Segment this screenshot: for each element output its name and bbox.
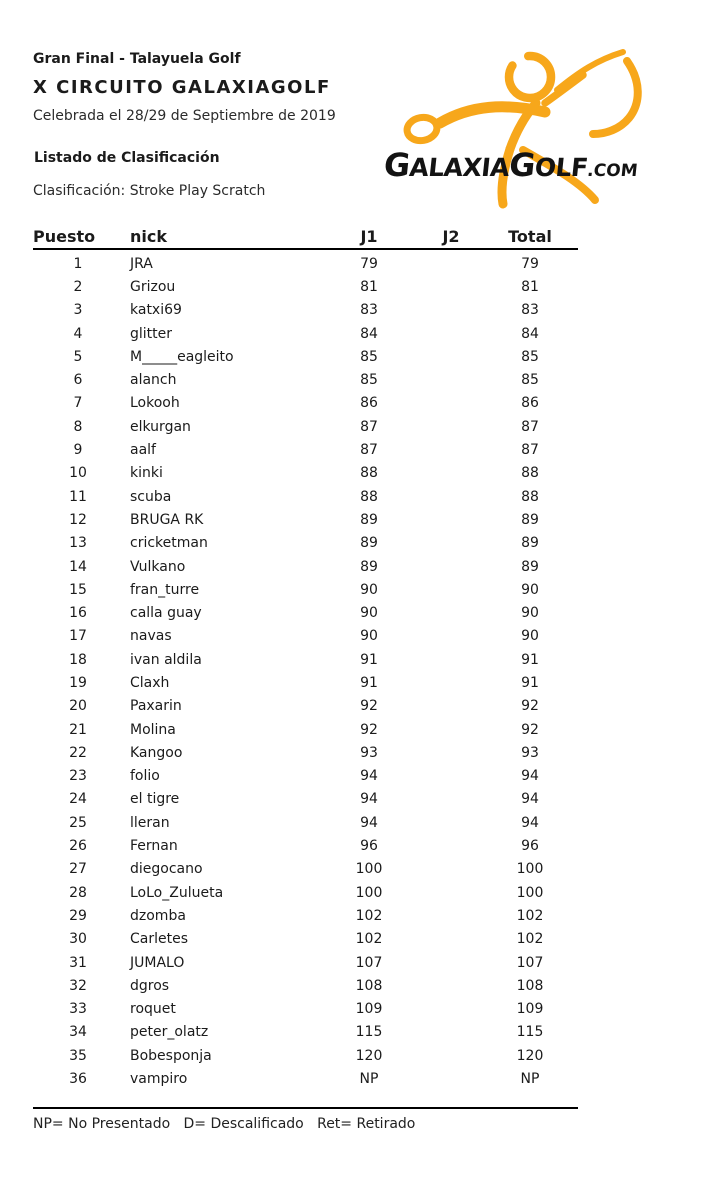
cell-j1: 79 xyxy=(360,255,378,272)
cell-puesto: 15 xyxy=(69,581,87,598)
cell-total: 83 xyxy=(521,302,539,319)
cell-j1: 90 xyxy=(360,581,378,598)
cell-total: 88 xyxy=(521,488,539,505)
table-row xyxy=(33,788,578,811)
cell-total: 108 xyxy=(516,977,544,994)
table-row xyxy=(33,904,578,927)
cell-puesto: 24 xyxy=(69,791,87,808)
cell-puesto: 13 xyxy=(69,535,87,552)
cell-nick: dzomba xyxy=(130,907,186,924)
cell-j1: 87 xyxy=(360,442,378,459)
cell-total: 92 xyxy=(521,698,539,715)
logo-part1: ALAXIA xyxy=(407,153,511,182)
table-row xyxy=(33,811,578,834)
table-row xyxy=(33,1021,578,1044)
table-row xyxy=(33,1067,578,1090)
cell-nick: Lokooh xyxy=(130,395,180,412)
cell-j1: 100 xyxy=(355,861,383,878)
cell-nick: LoLo_Zulueta xyxy=(130,884,224,901)
cell-total: 89 xyxy=(521,535,539,552)
cell-nick: JUMALO xyxy=(130,954,185,971)
table-row xyxy=(33,508,578,531)
cell-nick: Paxarin xyxy=(130,698,182,715)
cell-total: 91 xyxy=(521,674,539,691)
table-row xyxy=(33,299,578,322)
cell-puesto: 3 xyxy=(73,302,83,319)
cell-nick: JRA xyxy=(130,255,153,272)
table-row xyxy=(33,462,578,485)
cell-puesto: 17 xyxy=(69,628,87,645)
cell-total: 85 xyxy=(521,372,539,389)
cell-total: 85 xyxy=(521,348,539,365)
cell-nick: scuba xyxy=(130,488,172,505)
cell-nick: alanch xyxy=(130,372,177,389)
cell-puesto: 35 xyxy=(69,1047,87,1064)
cell-j1: 89 xyxy=(360,535,378,552)
cell-j1: 83 xyxy=(360,302,378,319)
cell-puesto: 5 xyxy=(73,348,83,365)
cell-j1: 100 xyxy=(355,884,383,901)
table-header-row xyxy=(33,227,578,250)
cell-total: 84 xyxy=(521,325,539,342)
cell-puesto: 12 xyxy=(69,511,87,528)
cell-total: 90 xyxy=(521,628,539,645)
table-row xyxy=(33,741,578,764)
cell-nick: BRUGA RK xyxy=(130,511,204,528)
cell-nick: Vulkano xyxy=(130,558,186,575)
cell-j1: 92 xyxy=(360,698,378,715)
cell-total: 92 xyxy=(521,721,539,738)
cell-j1: 86 xyxy=(360,395,378,412)
cell-nick: peter_olatz xyxy=(130,1024,209,1041)
cell-j1: 85 xyxy=(360,372,378,389)
cell-total: 86 xyxy=(521,395,539,412)
cell-j1: 120 xyxy=(355,1047,383,1064)
table-row xyxy=(33,1044,578,1067)
cell-puesto: 7 xyxy=(73,395,83,412)
table-bottom-rule xyxy=(33,1107,578,1109)
cell-puesto: 18 xyxy=(69,651,87,668)
cell-j1: 108 xyxy=(355,977,383,994)
cell-total: 87 xyxy=(521,442,539,459)
cell-j1: 94 xyxy=(360,814,378,831)
cell-nick: katxi69 xyxy=(130,302,182,319)
table-row xyxy=(33,928,578,951)
logo-part2: OLF xyxy=(533,153,590,182)
cell-total: 91 xyxy=(521,651,539,668)
event-date: Celebrada el 28/29 de Septiembre de 2019 xyxy=(33,108,336,124)
table-row xyxy=(33,834,578,857)
page-title: X CIRCUITO GALAXIAGOLF xyxy=(33,77,331,98)
cell-j1: 81 xyxy=(360,278,378,295)
cell-j1: 90 xyxy=(360,628,378,645)
table-row xyxy=(33,252,578,275)
cell-total: 89 xyxy=(521,558,539,575)
cell-total: 88 xyxy=(521,465,539,482)
cell-nick: aalf xyxy=(130,442,156,459)
logo-letter-g2: G xyxy=(507,146,538,184)
cell-j1: 93 xyxy=(360,744,378,761)
column-header-puesto: Puesto xyxy=(33,227,96,246)
cell-puesto: 6 xyxy=(73,372,83,389)
cell-j1: 115 xyxy=(355,1024,383,1041)
cell-total: 94 xyxy=(521,768,539,785)
table-row xyxy=(33,392,578,415)
section-heading: Listado de Clasificación xyxy=(34,150,220,166)
cell-nick: ivan aldila xyxy=(130,651,202,668)
cell-puesto: 33 xyxy=(69,1001,87,1018)
cell-j1: 88 xyxy=(360,465,378,482)
cell-nick: glitter xyxy=(130,325,173,342)
cell-nick: navas xyxy=(130,628,172,645)
cell-total: 102 xyxy=(516,907,544,924)
table-row xyxy=(33,555,578,578)
cell-j1: 94 xyxy=(360,791,378,808)
cell-total: 87 xyxy=(521,418,539,435)
cell-j1: 90 xyxy=(360,605,378,622)
cell-j1: 94 xyxy=(360,768,378,785)
cell-total: 89 xyxy=(521,511,539,528)
cell-nick: roquet xyxy=(130,1001,176,1018)
cell-total: 79 xyxy=(521,255,539,272)
table-row xyxy=(33,648,578,671)
cell-nick: dgros xyxy=(130,977,170,994)
cell-nick: Carletes xyxy=(130,931,189,948)
cell-j1: 87 xyxy=(360,418,378,435)
cell-puesto: 4 xyxy=(73,325,83,342)
cell-total: 81 xyxy=(521,278,539,295)
table-row xyxy=(33,858,578,881)
cell-j1: 102 xyxy=(355,907,383,924)
table-row xyxy=(33,345,578,368)
cell-puesto: 22 xyxy=(69,744,87,761)
column-header-total: Total xyxy=(508,227,552,246)
cell-total: 109 xyxy=(516,1001,544,1018)
cell-nick: Kangoo xyxy=(130,744,183,761)
cell-puesto: 34 xyxy=(69,1024,87,1041)
cell-j1: 102 xyxy=(355,931,383,948)
table-row xyxy=(33,998,578,1021)
cell-j1: 89 xyxy=(360,558,378,575)
cell-total: 115 xyxy=(516,1024,544,1041)
cell-puesto: 8 xyxy=(73,418,83,435)
cell-puesto: 23 xyxy=(69,768,87,785)
table-row xyxy=(33,881,578,904)
cell-puesto: 31 xyxy=(69,954,87,971)
cell-total: 102 xyxy=(516,931,544,948)
table-row xyxy=(33,671,578,694)
cell-j1: 88 xyxy=(360,488,378,505)
table-row xyxy=(33,625,578,648)
table-row xyxy=(33,532,578,555)
cell-puesto: 28 xyxy=(69,884,87,901)
cell-puesto: 20 xyxy=(69,698,87,715)
cell-puesto: 21 xyxy=(69,721,87,738)
cell-total: 100 xyxy=(516,861,544,878)
cell-j1: 85 xyxy=(360,348,378,365)
cell-total: 94 xyxy=(521,791,539,808)
cell-nick: M_____eagleito xyxy=(130,348,234,365)
cell-puesto: 29 xyxy=(69,907,87,924)
cell-j1: 107 xyxy=(355,954,383,971)
cell-total: 107 xyxy=(516,954,544,971)
cell-nick: el tigre xyxy=(130,791,180,808)
cell-puesto: 26 xyxy=(69,838,87,855)
cell-puesto: 9 xyxy=(73,442,83,459)
table-row xyxy=(33,601,578,624)
cell-puesto: 27 xyxy=(69,861,87,878)
column-header-j1: J1 xyxy=(360,227,378,246)
cell-total: 90 xyxy=(521,605,539,622)
cell-puesto: 36 xyxy=(69,1071,87,1088)
cell-total: 120 xyxy=(516,1047,544,1064)
cell-nick: kinki xyxy=(130,465,163,482)
cell-puesto: 30 xyxy=(69,931,87,948)
cell-total: 96 xyxy=(521,838,539,855)
cell-puesto: 14 xyxy=(69,558,87,575)
cell-j1: 84 xyxy=(360,325,378,342)
classification-table xyxy=(33,227,578,1091)
cell-nick: Bobesponja xyxy=(130,1047,212,1064)
classification-type: Clasificación: Stroke Play Scratch xyxy=(33,183,266,199)
cell-puesto: 16 xyxy=(69,605,87,622)
cell-j1: 91 xyxy=(360,674,378,691)
table-body xyxy=(33,250,578,1091)
cell-nick: fran_turre xyxy=(130,581,200,598)
cell-j1: 109 xyxy=(355,1001,383,1018)
event-name: Gran Final - Talayuela Golf xyxy=(33,51,241,67)
cell-nick: vampiro xyxy=(130,1071,188,1088)
table-row xyxy=(33,368,578,391)
cell-puesto: 10 xyxy=(69,465,87,482)
cell-j1: 91 xyxy=(360,651,378,668)
galaxiagolf-logo xyxy=(383,45,695,213)
cell-puesto: 25 xyxy=(69,814,87,831)
column-header-nick: nick xyxy=(130,227,167,246)
cell-nick: lleran xyxy=(130,814,170,831)
cell-nick: diegocano xyxy=(130,861,203,878)
cell-puesto: 1 xyxy=(73,255,83,272)
logo-suffix: .COM xyxy=(586,161,639,181)
cell-puesto: 19 xyxy=(69,674,87,691)
cell-total: 100 xyxy=(516,884,544,901)
cell-total: NP xyxy=(520,1071,540,1088)
table-row xyxy=(33,275,578,298)
cell-puesto: 32 xyxy=(69,977,87,994)
logo-letter-g1: G xyxy=(382,146,412,184)
cell-nick: Fernan xyxy=(130,838,178,855)
cell-j1: 92 xyxy=(360,721,378,738)
column-header-j2: J2 xyxy=(442,227,460,246)
cell-nick: calla guay xyxy=(130,605,202,622)
table-row xyxy=(33,438,578,461)
cell-nick: elkurgan xyxy=(130,418,191,435)
cell-j1: 89 xyxy=(360,511,378,528)
table-row xyxy=(33,695,578,718)
table-row xyxy=(33,578,578,601)
cell-nick: Claxh xyxy=(130,674,170,691)
cell-nick: cricketman xyxy=(130,535,208,552)
cell-total: 94 xyxy=(521,814,539,831)
table-row xyxy=(33,951,578,974)
cell-j1: 96 xyxy=(360,838,378,855)
table-row xyxy=(33,718,578,741)
logo-wordmark xyxy=(382,146,640,184)
table-row xyxy=(33,322,578,345)
cell-puesto: 11 xyxy=(69,488,87,505)
table-row xyxy=(33,485,578,508)
cell-puesto: 2 xyxy=(73,278,83,295)
table-row xyxy=(33,415,578,438)
cell-total: 93 xyxy=(521,744,539,761)
cell-total: 90 xyxy=(521,581,539,598)
cell-nick: Grizou xyxy=(130,278,176,295)
legend-text: NP= No Presentado D= Descalificado Ret= Retirado xyxy=(33,1116,416,1132)
cell-j1: NP xyxy=(359,1071,379,1088)
table-row xyxy=(33,974,578,997)
cell-nick: Molina xyxy=(130,721,176,738)
cell-nick: folio xyxy=(130,768,160,785)
table-row xyxy=(33,765,578,788)
